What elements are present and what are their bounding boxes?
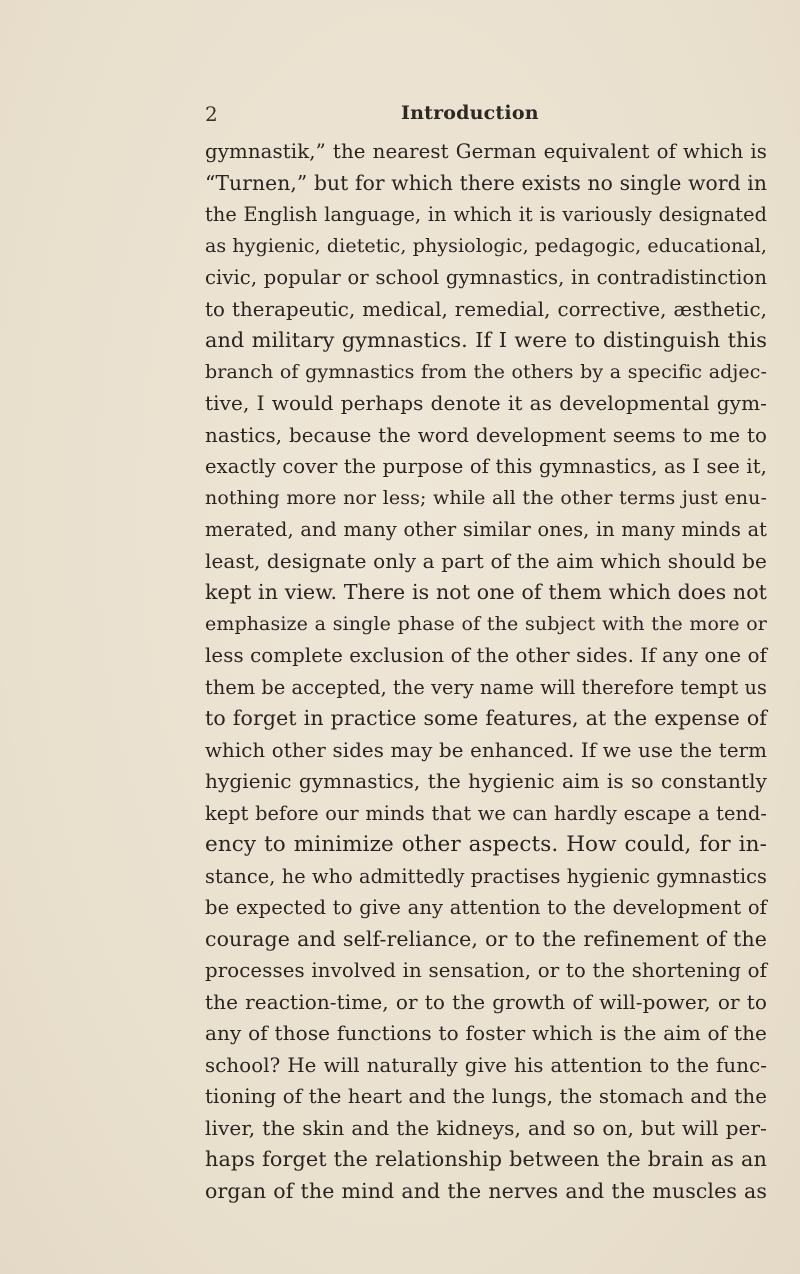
text-line: the English language, in which it is variously designated [205, 203, 767, 226]
text-line: “Turnen,” but for which there exists no single word in [205, 170, 767, 195]
text-line: be expected to give any attention to the development of [205, 896, 767, 919]
text-line: ency to minimize other aspects. How could, for in- [205, 832, 767, 857]
page-number: 2 [205, 102, 218, 126]
text-line: and military gymnastics. If I were to distinguish this [205, 328, 767, 352]
text-line: least, designate only a part of the aim which should be [205, 548, 767, 573]
text-line: organ of the mind and the nerves and the muscles as [205, 1178, 767, 1203]
text-line: processes involved in sensation, or to the shortening of [205, 959, 767, 982]
text-line: nastics, because the word development seems to me to [205, 423, 767, 447]
text-line: exactly cover the purpose of this gymnastics, as I see it, [205, 455, 767, 478]
text-line: to forget in practice some features, at the expense of [205, 706, 767, 730]
text-line: tioning of the heart and the lungs, the stomach and the [205, 1085, 767, 1108]
text-line: courage and self-reliance, or to the refinement of the [205, 926, 767, 951]
page-header [205, 102, 767, 132]
text-line: emphasize a single phase of the subject with the more or [205, 612, 767, 635]
text-line: nothing more nor less; while all the other terms just enu- [205, 486, 767, 509]
running-head: Introduction [401, 102, 539, 124]
text-line: as hygienic, dietetic, physiologic, pedagogic, educational, [205, 234, 768, 257]
body-text [205, 136, 767, 1207]
text-line: to therapeutic, medical, remedial, corrective, æsthetic, [205, 297, 767, 321]
text-line: school? He will naturally give his attention to the func- [205, 1053, 767, 1077]
text-line: stance, he who admittedly practises hygienic gymnastics [205, 864, 767, 888]
text-line: haps forget the relationship between the brain as an [205, 1147, 767, 1171]
text-line: kept before our minds that we can hardly escape a tend- [205, 801, 767, 825]
text-line: tive, I would perhaps denote it as developmental gym- [205, 391, 767, 415]
text-line: branch of gymnastics from the others by a specific adjec- [205, 360, 767, 383]
text-line: hygienic gymnastics, the hygienic aim is so constantly [205, 769, 767, 793]
text-line: less complete exclusion of the other sides. If any one of [205, 644, 767, 667]
text-line: merated, and many other similar ones, in many minds at [205, 518, 767, 541]
text-line: any of those functions to foster which is the aim of the [205, 1021, 767, 1045]
text-line: them be accepted, the very name will therefore tempt us [205, 675, 767, 699]
text-line: civic, popular or school gymnastics, in contradistinction [205, 266, 767, 289]
text-line: the reaction-time, or to the growth of will-power, or to [205, 989, 767, 1014]
text-line: gymnastik,” the nearest German equivalent of which is [205, 140, 767, 163]
text-line: which other sides may be enhanced. If we use the term [205, 738, 767, 762]
text-line: kept in view. There is not one of them which does not [205, 580, 767, 604]
text-line: liver, the skin and the kidneys, and so on, but will per- [205, 1115, 767, 1140]
